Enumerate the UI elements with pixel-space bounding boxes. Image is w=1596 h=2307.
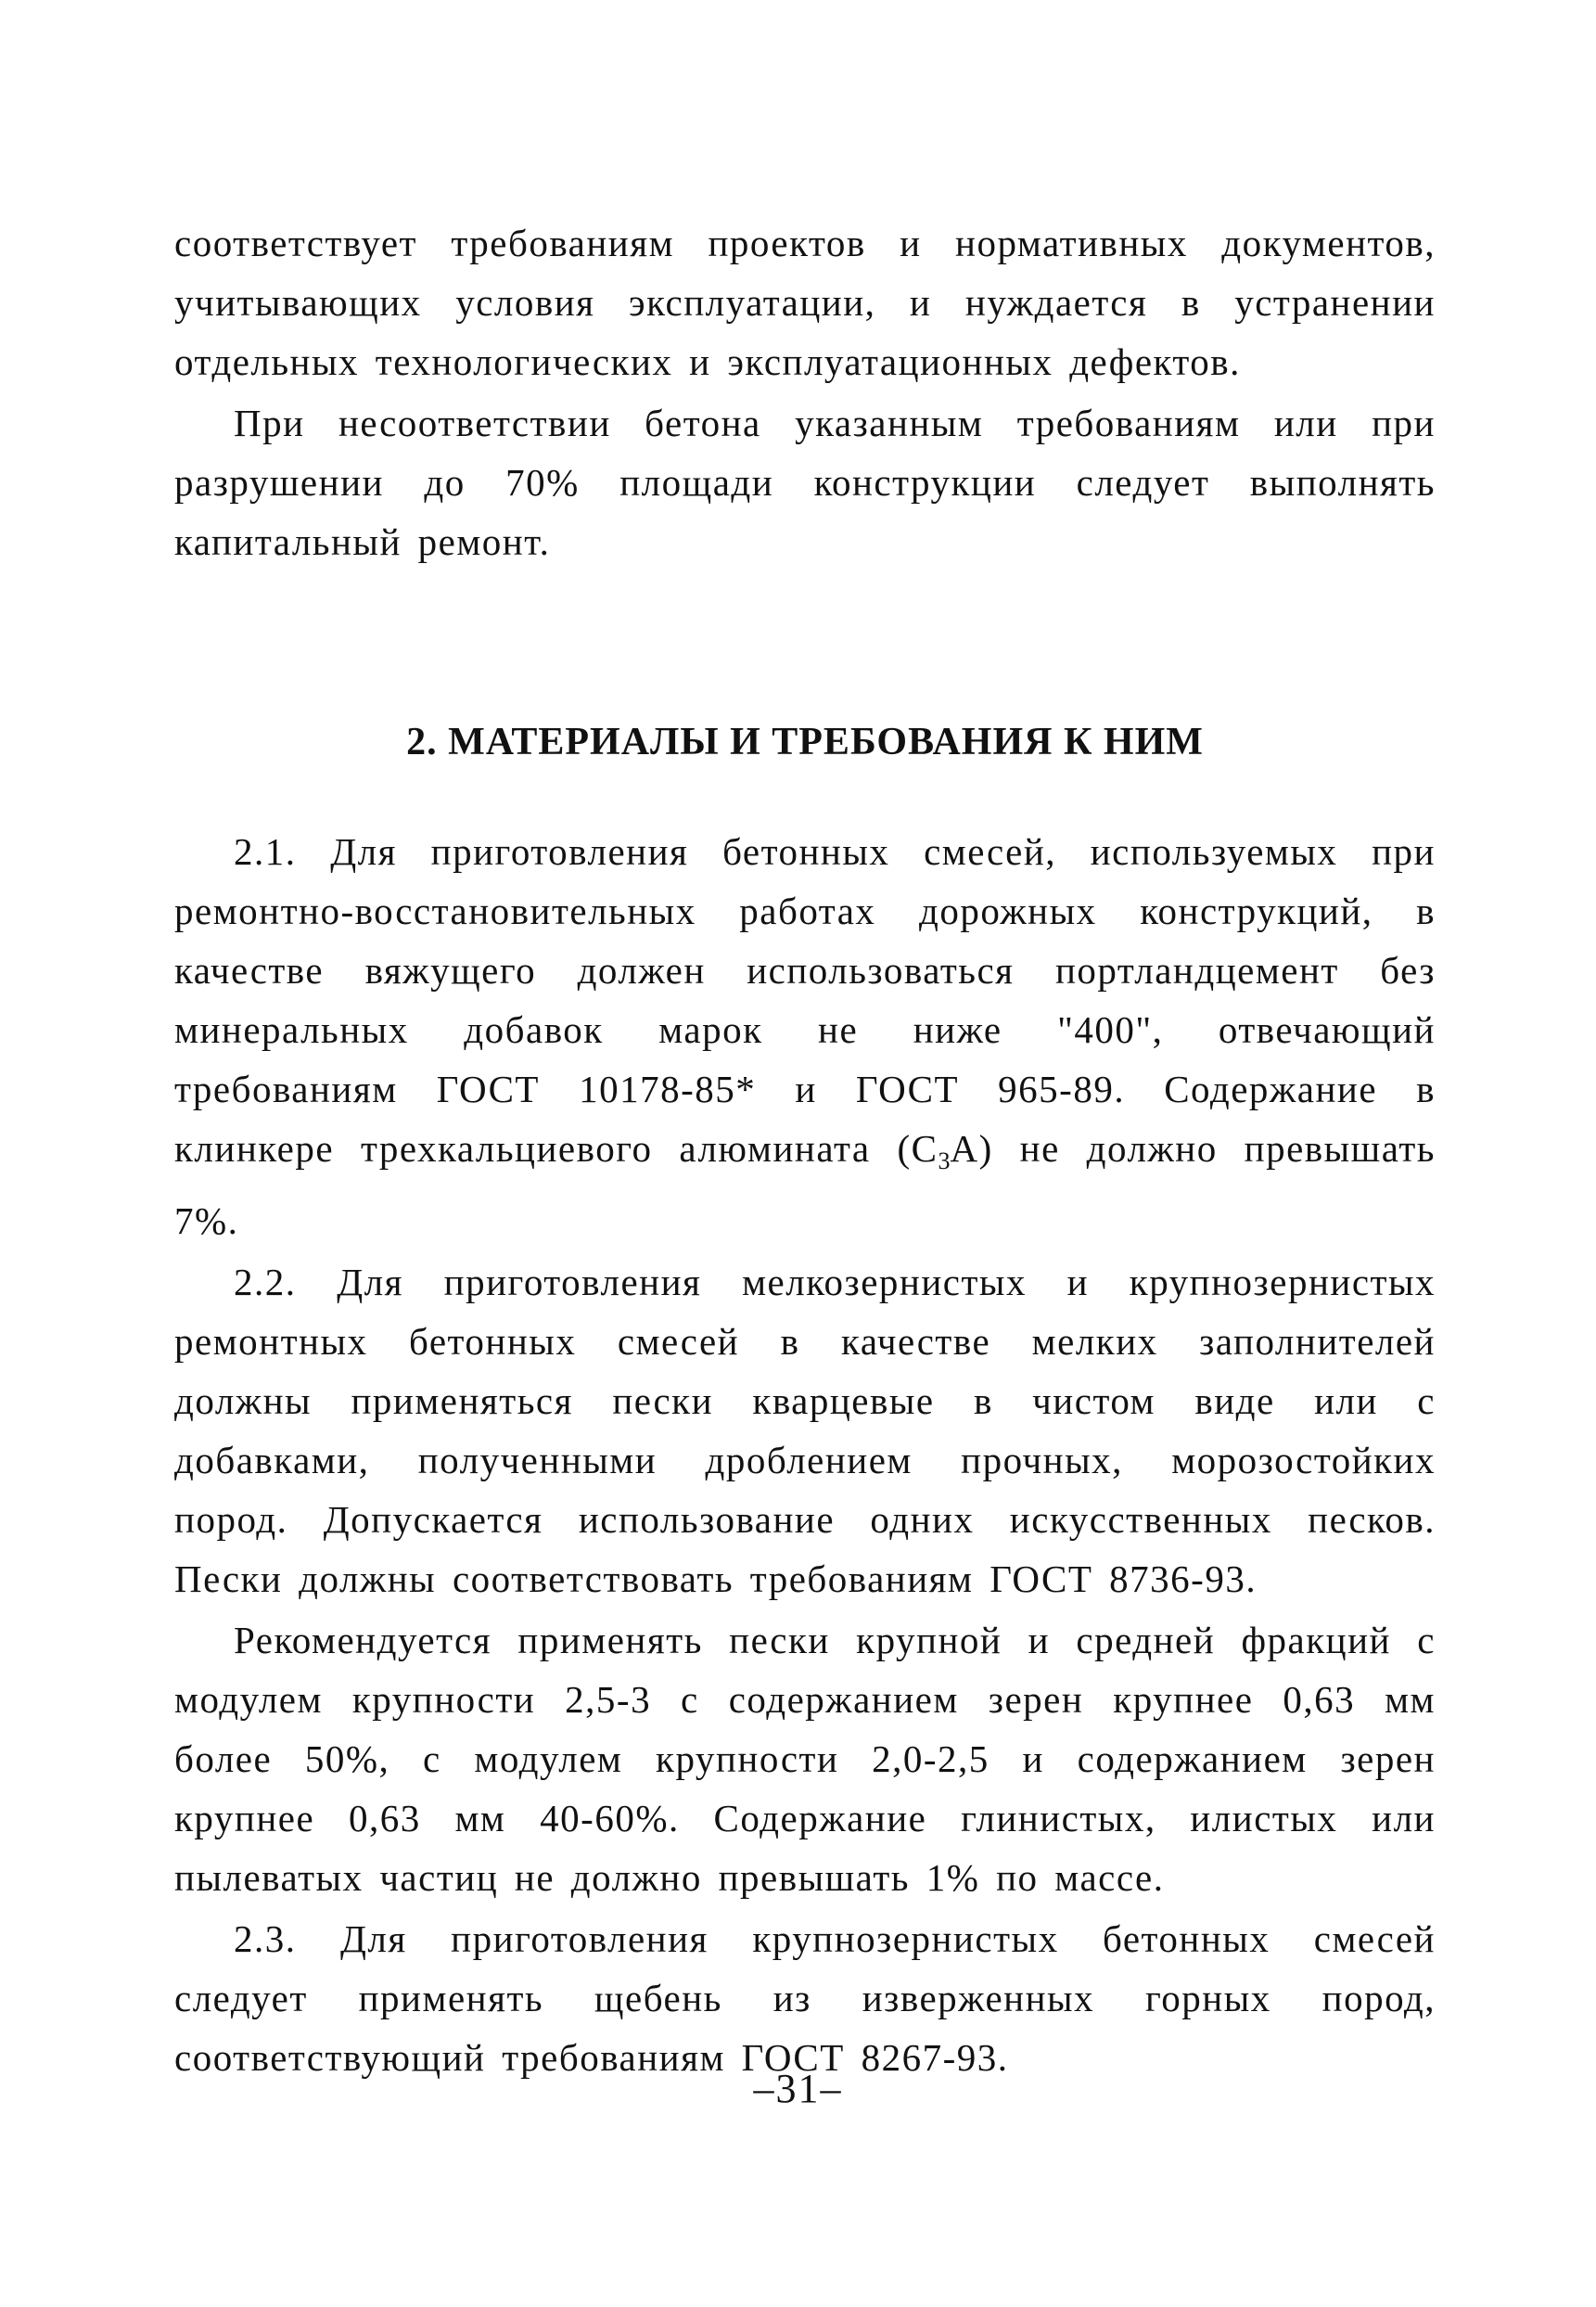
paragraph-capital-repair: При несоответствии бетона указанным требованиям или при разрушении до 70% площади конструкции следует выполнять капитальный ремонт. xyxy=(174,402,1436,563)
paragraph-2-3: 2.3. Для приготовления крупнозернистых бетонных смесей следует применять щебень из изверженных горных пород, соответствующий требованиям ГОСТ 8267-93. xyxy=(174,1917,1436,2079)
paragraph-2-1-text: 2.1. Для приготовления бетонных смесей, используемых при ремонтно-восстановительных работах дорожных конструкций, в качестве вяжущего должен использоваться портландцемент без минеральных добавок марок не ниже "400", отвечающий требованиям ГОСТ 10178-85* и ГОСТ 965-89. Содержание в клинкере трехкальциевого алюмината (C xyxy=(174,830,1436,1170)
section-heading: 2. МАТЕРИАЛЫ И ТРЕБОВАНИЯ К НИМ xyxy=(406,721,1204,763)
paragraph-2-2-recommendation: Рекомендуется применять пески крупной и средней фракций с модулем крупности 2,5-3 с содержанием зерен крупнее 0,63 мм более 50%, с модулем крупности 2,0-2,5 и содержанием зерен крупнее 0,63 мм 40-60%. Содержание глинистых, илистых или пылеватых частиц не должно превышать 1% по массе. xyxy=(174,1619,1436,1899)
page-number: –31– xyxy=(753,2066,843,2111)
subscript-3: 3 xyxy=(938,1147,951,1174)
paragraph-continuation: соответствует требованиям проектов и нормативных документов, учитывающих условия эксплуатации, и нуждается в устранении отдельных технологических и эксплуатационных дефектов. xyxy=(174,222,1436,383)
document-body xyxy=(174,213,1436,2087)
paragraph-2-1 xyxy=(174,822,1436,1250)
paragraph-2-1-end: A) не должно превышать 7%. xyxy=(174,1127,1436,1242)
paragraph-2-2: 2.2. Для приготовления мелкозернистых и крупнозернистых ремонтных бетонных смесей в качестве мелких заполнителей должны применяться пески кварцевые в чистом виде или с добавками, полученными дроблением прочных, морозостойких пород. Допускается использование одних искусственных песков. Пески должны соответствовать требованиям ГОСТ 8736-93. xyxy=(174,1261,1436,1600)
